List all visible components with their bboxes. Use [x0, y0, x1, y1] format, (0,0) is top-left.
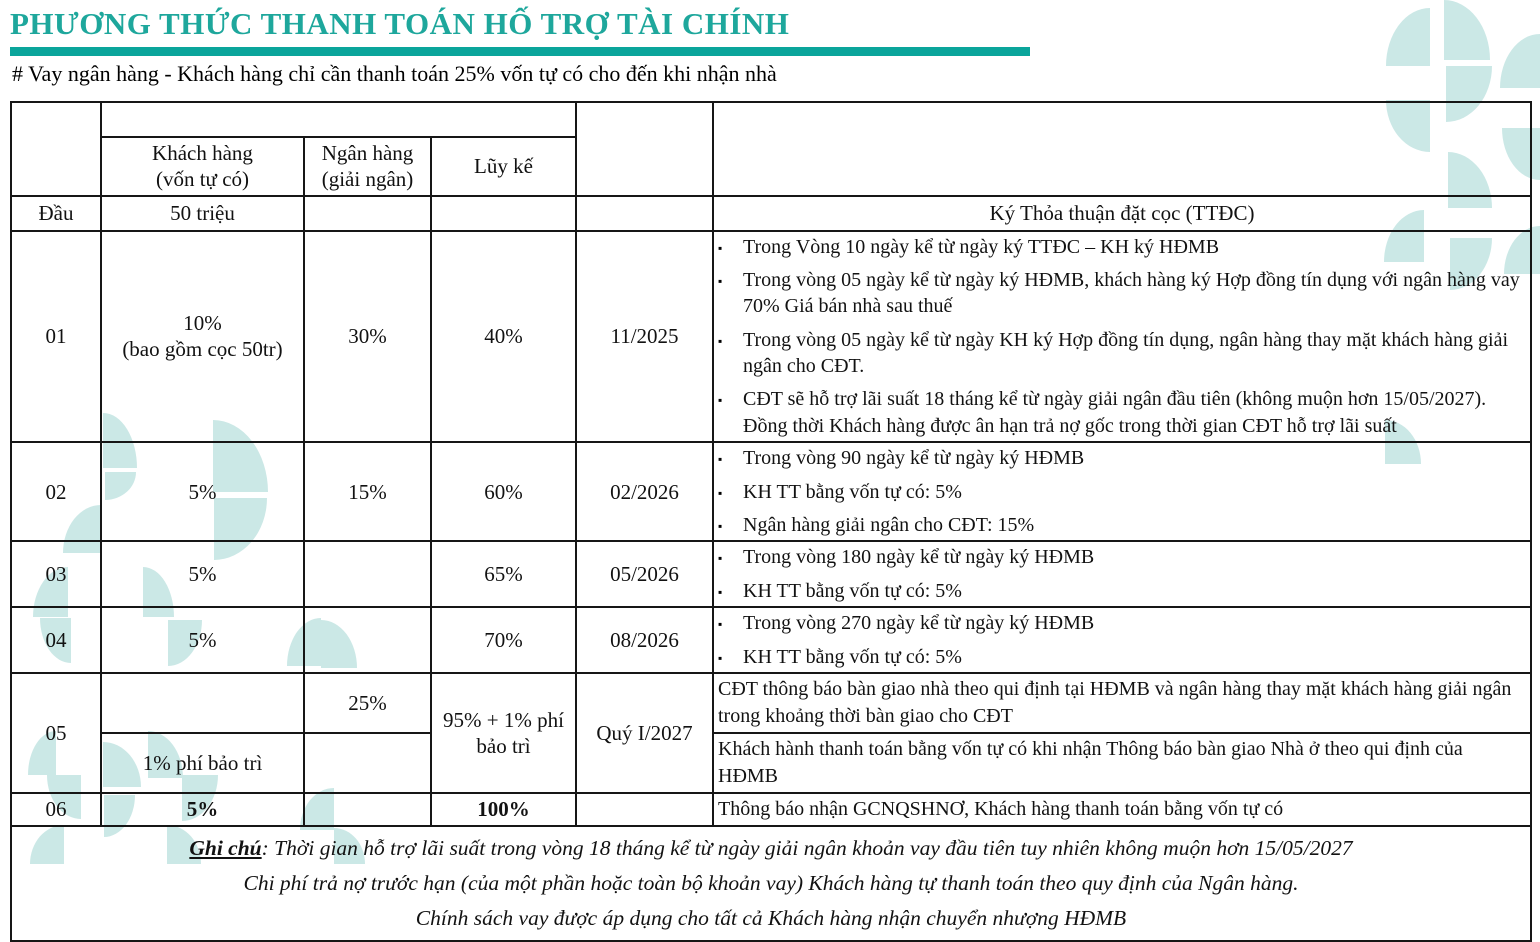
table-row-04: [11, 607, 1531, 673]
cell-bank-bottom: [304, 733, 431, 793]
table-header-row-1: [11, 102, 1531, 137]
square-bullet-icon: ▪: [718, 240, 723, 255]
square-bullet-icon: ▪: [718, 393, 723, 408]
header-dot: ĐỢT: [11, 102, 101, 196]
bullet-list: [718, 544, 1526, 604]
cell-customer: 50 triệu: [101, 196, 304, 231]
bullet-text: Trong vòng 270 ngày kể từ ngày ký HĐMB: [743, 612, 1095, 635]
list-item: [718, 267, 1526, 320]
header-moment: THỜI ĐIỂM THANH TOÁN: [713, 102, 1531, 196]
header-customer: [101, 137, 304, 196]
table-row-dau: [11, 196, 1531, 231]
cell-time: [576, 196, 713, 231]
cell-cumulative: [431, 196, 576, 231]
cell-bank: 30%: [304, 231, 431, 443]
bullet-text: Trong vòng 05 ngày kể từ ngày ký HĐMB, khách hàng ký Hợp đồng tín dụng với ngân hàng vay 70% Giá bán nhà sau thuế: [743, 268, 1520, 318]
customer-percent: 10%: [183, 311, 222, 336]
cell-moment: [713, 231, 1531, 443]
bullet-list: [718, 445, 1526, 538]
list-item: [718, 327, 1526, 380]
cell-customer: [101, 231, 304, 443]
note-line-1: [16, 832, 1526, 864]
list-item: [718, 445, 1526, 471]
cell-time: 08/2026: [576, 607, 713, 673]
bullet-text: CĐT sẽ hỗ trợ lãi suất 18 tháng kể từ ngày giải ngân đầu tiên (không muộn hơn 15/05/2027). Đồng thời Khách hàng được ân hạn trả nợ gốc trong thời gian CĐT hỗ trợ lãi suất: [743, 388, 1487, 437]
cell-dot: 05: [11, 673, 101, 793]
list-item: [718, 386, 1526, 439]
square-bullet-icon: ▪: [718, 485, 723, 500]
cell-dot: 02: [11, 442, 101, 541]
bullet-text: Ngân hàng giải ngân cho CĐT: 15%: [743, 514, 1035, 537]
cell-customer-bottom: 1% phí bảo trì: [101, 733, 304, 793]
square-bullet-icon: ▪: [718, 584, 723, 599]
cell-moment-bottom: [713, 733, 1531, 793]
notes-cell: [11, 826, 1531, 941]
table-row-05a: [11, 673, 1531, 733]
cell-customer: 5%: [101, 442, 304, 541]
page-title: PHƯƠNG THỨC THANH TOÁN HỐ TRỢ TÀI CHÍNH: [10, 6, 790, 41]
square-bullet-icon: ▪: [718, 519, 723, 534]
cell-moment-top: [713, 673, 1531, 733]
cell-dot: 03: [11, 541, 101, 607]
cell-moment: [713, 793, 1531, 826]
note-line-2: Chi phí trả nợ trước hạn (của một phần hoặc toàn bộ khoản vay) Khách hàng tự thanh toán theo quy định của Ngân hàng.: [243, 871, 1299, 896]
square-bullet-icon: ▪: [718, 551, 723, 566]
square-bullet-icon: ▪: [718, 333, 723, 348]
cell-dot: 01: [11, 231, 101, 443]
cell-cumulative: 60%: [431, 442, 576, 541]
cell-cumulative: 70%: [431, 607, 576, 673]
page-subtitle: # Vay ngân hàng - Khách hàng chỉ cần thanh toán 25% vốn tự có cho đến khi nhận nhà: [12, 61, 777, 86]
cell-cumulative: 40%: [431, 231, 576, 443]
cell-bank-top: 25%: [304, 673, 431, 733]
list-item: [718, 512, 1526, 538]
header-time: THỜI GIAN: [576, 102, 713, 196]
cell-dot: Đầu: [11, 196, 101, 231]
table-row-06: [11, 793, 1531, 826]
square-bullet-icon: ▪: [718, 650, 723, 665]
bullet-list: [718, 234, 1526, 440]
table-row-02: [11, 442, 1531, 541]
list-item: [718, 610, 1526, 636]
bullet-list: [718, 610, 1526, 670]
cell-cumulative: 100%: [431, 793, 576, 826]
cell-moment: [713, 442, 1531, 541]
bullet-text: KH TT bằng vốn tự có: 5%: [743, 480, 962, 503]
cell-time: [576, 793, 713, 826]
cell-bank: [304, 793, 431, 826]
payment-schedule-table: [10, 101, 1532, 942]
cell-moment: Ký Thỏa thuận đặt cọc (TTĐC): [713, 196, 1531, 231]
header-bank: [304, 137, 431, 196]
header-bank-line1: Ngân hàng: [321, 141, 414, 165]
bullet-text: KH TT bằng vốn tự có: 5%: [743, 579, 962, 602]
cell-bank: 15%: [304, 442, 431, 541]
list-item: [718, 479, 1526, 505]
bullet-text: Trong vòng 180 ngày kể từ ngày ký HĐMB: [743, 546, 1095, 569]
cell-time: 02/2026: [576, 442, 713, 541]
cell-customer: 5%: [101, 793, 304, 826]
note-line-3: Chính sách vay được áp dụng cho tất cả Khách hàng nhận chuyển nhượng HĐMB: [415, 906, 1127, 931]
table-row-01: [11, 231, 1531, 443]
bullet-text: Trong vòng 05 ngày kể từ ngày KH ký Hợp đồng tín dụng, ngân hàng thay mặt khách hàng giải ngân cho CĐT.: [743, 328, 1509, 378]
cell-dot: 06: [11, 793, 101, 826]
cell-time: Quý I/2027: [576, 673, 713, 793]
note-text: : Thời gian hỗ trợ lãi suất trong vòng 18 tháng kể từ ngày giải ngân khoản vay đầu tiên tuy nhiên không muộn hơn 15/05/2027: [261, 835, 1353, 860]
square-bullet-icon: ▪: [718, 452, 723, 467]
list-item: [718, 644, 1526, 670]
cell-moment: [713, 607, 1531, 673]
header-progress: TIẾN ĐỘ THANH TOÁN: [101, 102, 576, 137]
bullet-text: KH TT bằng vốn tự có: 5%: [743, 645, 962, 668]
cell-cumulative: 65%: [431, 541, 576, 607]
list-item: [718, 578, 1526, 604]
moment-text: Thông báo nhận GCNQSHNƠ, Khách hàng thanh toán bằng vốn tự có: [718, 797, 1284, 820]
table-row-03: [11, 541, 1531, 607]
cell-customer: 5%: [101, 607, 304, 673]
cell-dot: 04: [11, 607, 101, 673]
square-bullet-icon: ▪: [718, 617, 723, 632]
cell-bank: [304, 196, 431, 231]
moment-text: CĐT thông báo bàn giao nhà theo qui định tại HĐMB và ngân hàng thay mặt khách hàng giải ngân trong khoảng thời bàn giao cho CĐT: [718, 677, 1512, 727]
cell-customer-top: [101, 673, 304, 733]
header-customer-line1: Khách hàng: [152, 141, 253, 165]
cell-time: 11/2025: [576, 231, 713, 443]
table-row-notes: [11, 826, 1531, 941]
cell-cumulative: 95% + 1% phí bảo trì: [431, 673, 576, 793]
cell-bank: [304, 541, 431, 607]
bullet-text: Trong vòng 90 ngày kể từ ngày ký HĐMB: [743, 447, 1085, 470]
title-underline-bar: [10, 47, 1030, 56]
header-cumulative: Lũy kế: [431, 137, 576, 196]
list-item: [718, 234, 1526, 260]
bullet-text: Trong Vòng 10 ngày kể từ ngày ký TTĐC – KH ký HĐMB: [743, 235, 1220, 258]
square-bullet-icon: ▪: [718, 273, 723, 288]
note-label: Ghi chú: [189, 835, 262, 860]
table-row-05b: [11, 733, 1531, 793]
list-item: [718, 544, 1526, 570]
header-bank-line2: (giải ngân): [321, 167, 414, 192]
moment-text: Khách hành thanh toán bằng vốn tự có khi nhận Thông báo bàn giao Nhà ở theo qui định của HĐMB: [718, 737, 1463, 787]
header-customer-line2: (vốn tự có): [155, 167, 250, 192]
customer-note: (bao gồm cọc 50tr): [122, 337, 283, 362]
cell-moment: [713, 541, 1531, 607]
cell-time: 05/2026: [576, 541, 713, 607]
cell-bank: [304, 607, 431, 673]
cell-customer: 5%: [101, 541, 304, 607]
